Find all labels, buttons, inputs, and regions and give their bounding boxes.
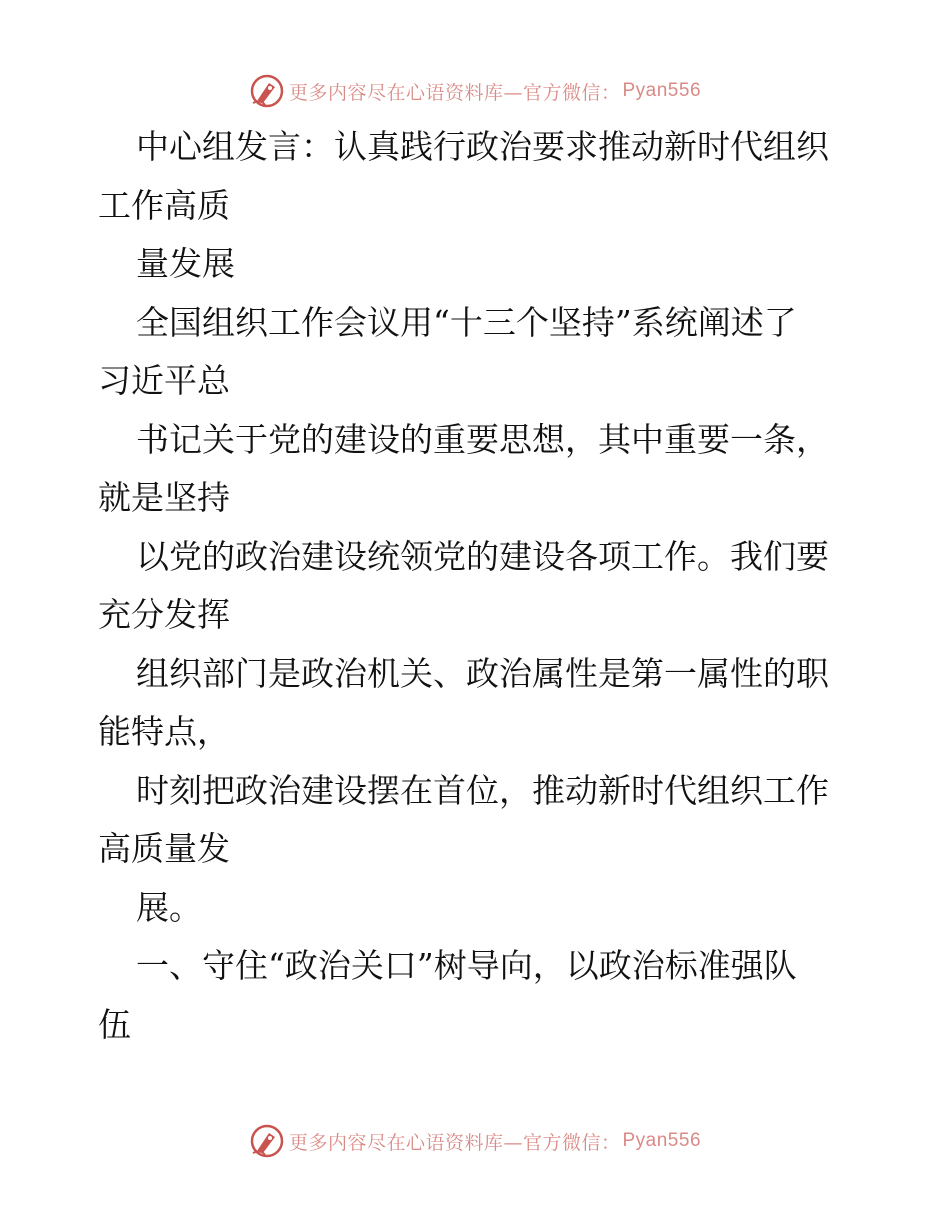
paragraph-line: 时刻把政治建设摆在首位，推动新时代组织工作 xyxy=(136,770,829,810)
title-line-1: 中心组发言：认真践行政治要求推动新时代组织 xyxy=(136,127,829,166)
paragraph-line: 书记关于党的建设的重要思想，其中重要一条， xyxy=(136,419,829,459)
paragraph-line: 展。 xyxy=(136,887,202,927)
document-body xyxy=(98,118,858,1054)
paragraph-line: 组织部门是政治机关、政治属性是第一属性的职 xyxy=(136,653,829,693)
pen-nib-logo-icon xyxy=(249,73,285,109)
watermark-text: 更多内容尽在心语资料库—官方微信： xyxy=(288,1131,621,1154)
title-line-3: 量发展 xyxy=(136,244,235,283)
watermark-wechat-id: Pyan556 xyxy=(622,80,702,101)
paragraph-line: 充分发挥 xyxy=(98,595,230,634)
watermark-text: 更多内容尽在心语资料库—官方微信： xyxy=(288,81,621,104)
paragraph-line: 全国组织工作会议用“十三个坚持”系统阐述了 xyxy=(136,302,797,342)
paragraph-line: 习近平总 xyxy=(98,361,230,400)
paragraph-line: 高质量发 xyxy=(98,829,230,868)
watermark-wechat-id: Pyan556 xyxy=(622,1130,702,1151)
paragraph-line: 能特点， xyxy=(98,712,230,751)
section-heading-line: 一、守住“政治关口”树导向，以政治标准强队 xyxy=(136,946,797,985)
footer-watermark xyxy=(0,1121,950,1161)
header-watermark xyxy=(0,71,950,111)
title-line-2: 工作高质 xyxy=(98,185,230,225)
paragraph-line: 以党的政治建设统领党的建设各项工作。我们要 xyxy=(136,536,829,576)
pen-nib-logo-icon xyxy=(249,1123,285,1159)
section-heading-line: 伍 xyxy=(98,1004,131,1044)
paragraph-line: 就是坚持 xyxy=(98,478,230,517)
